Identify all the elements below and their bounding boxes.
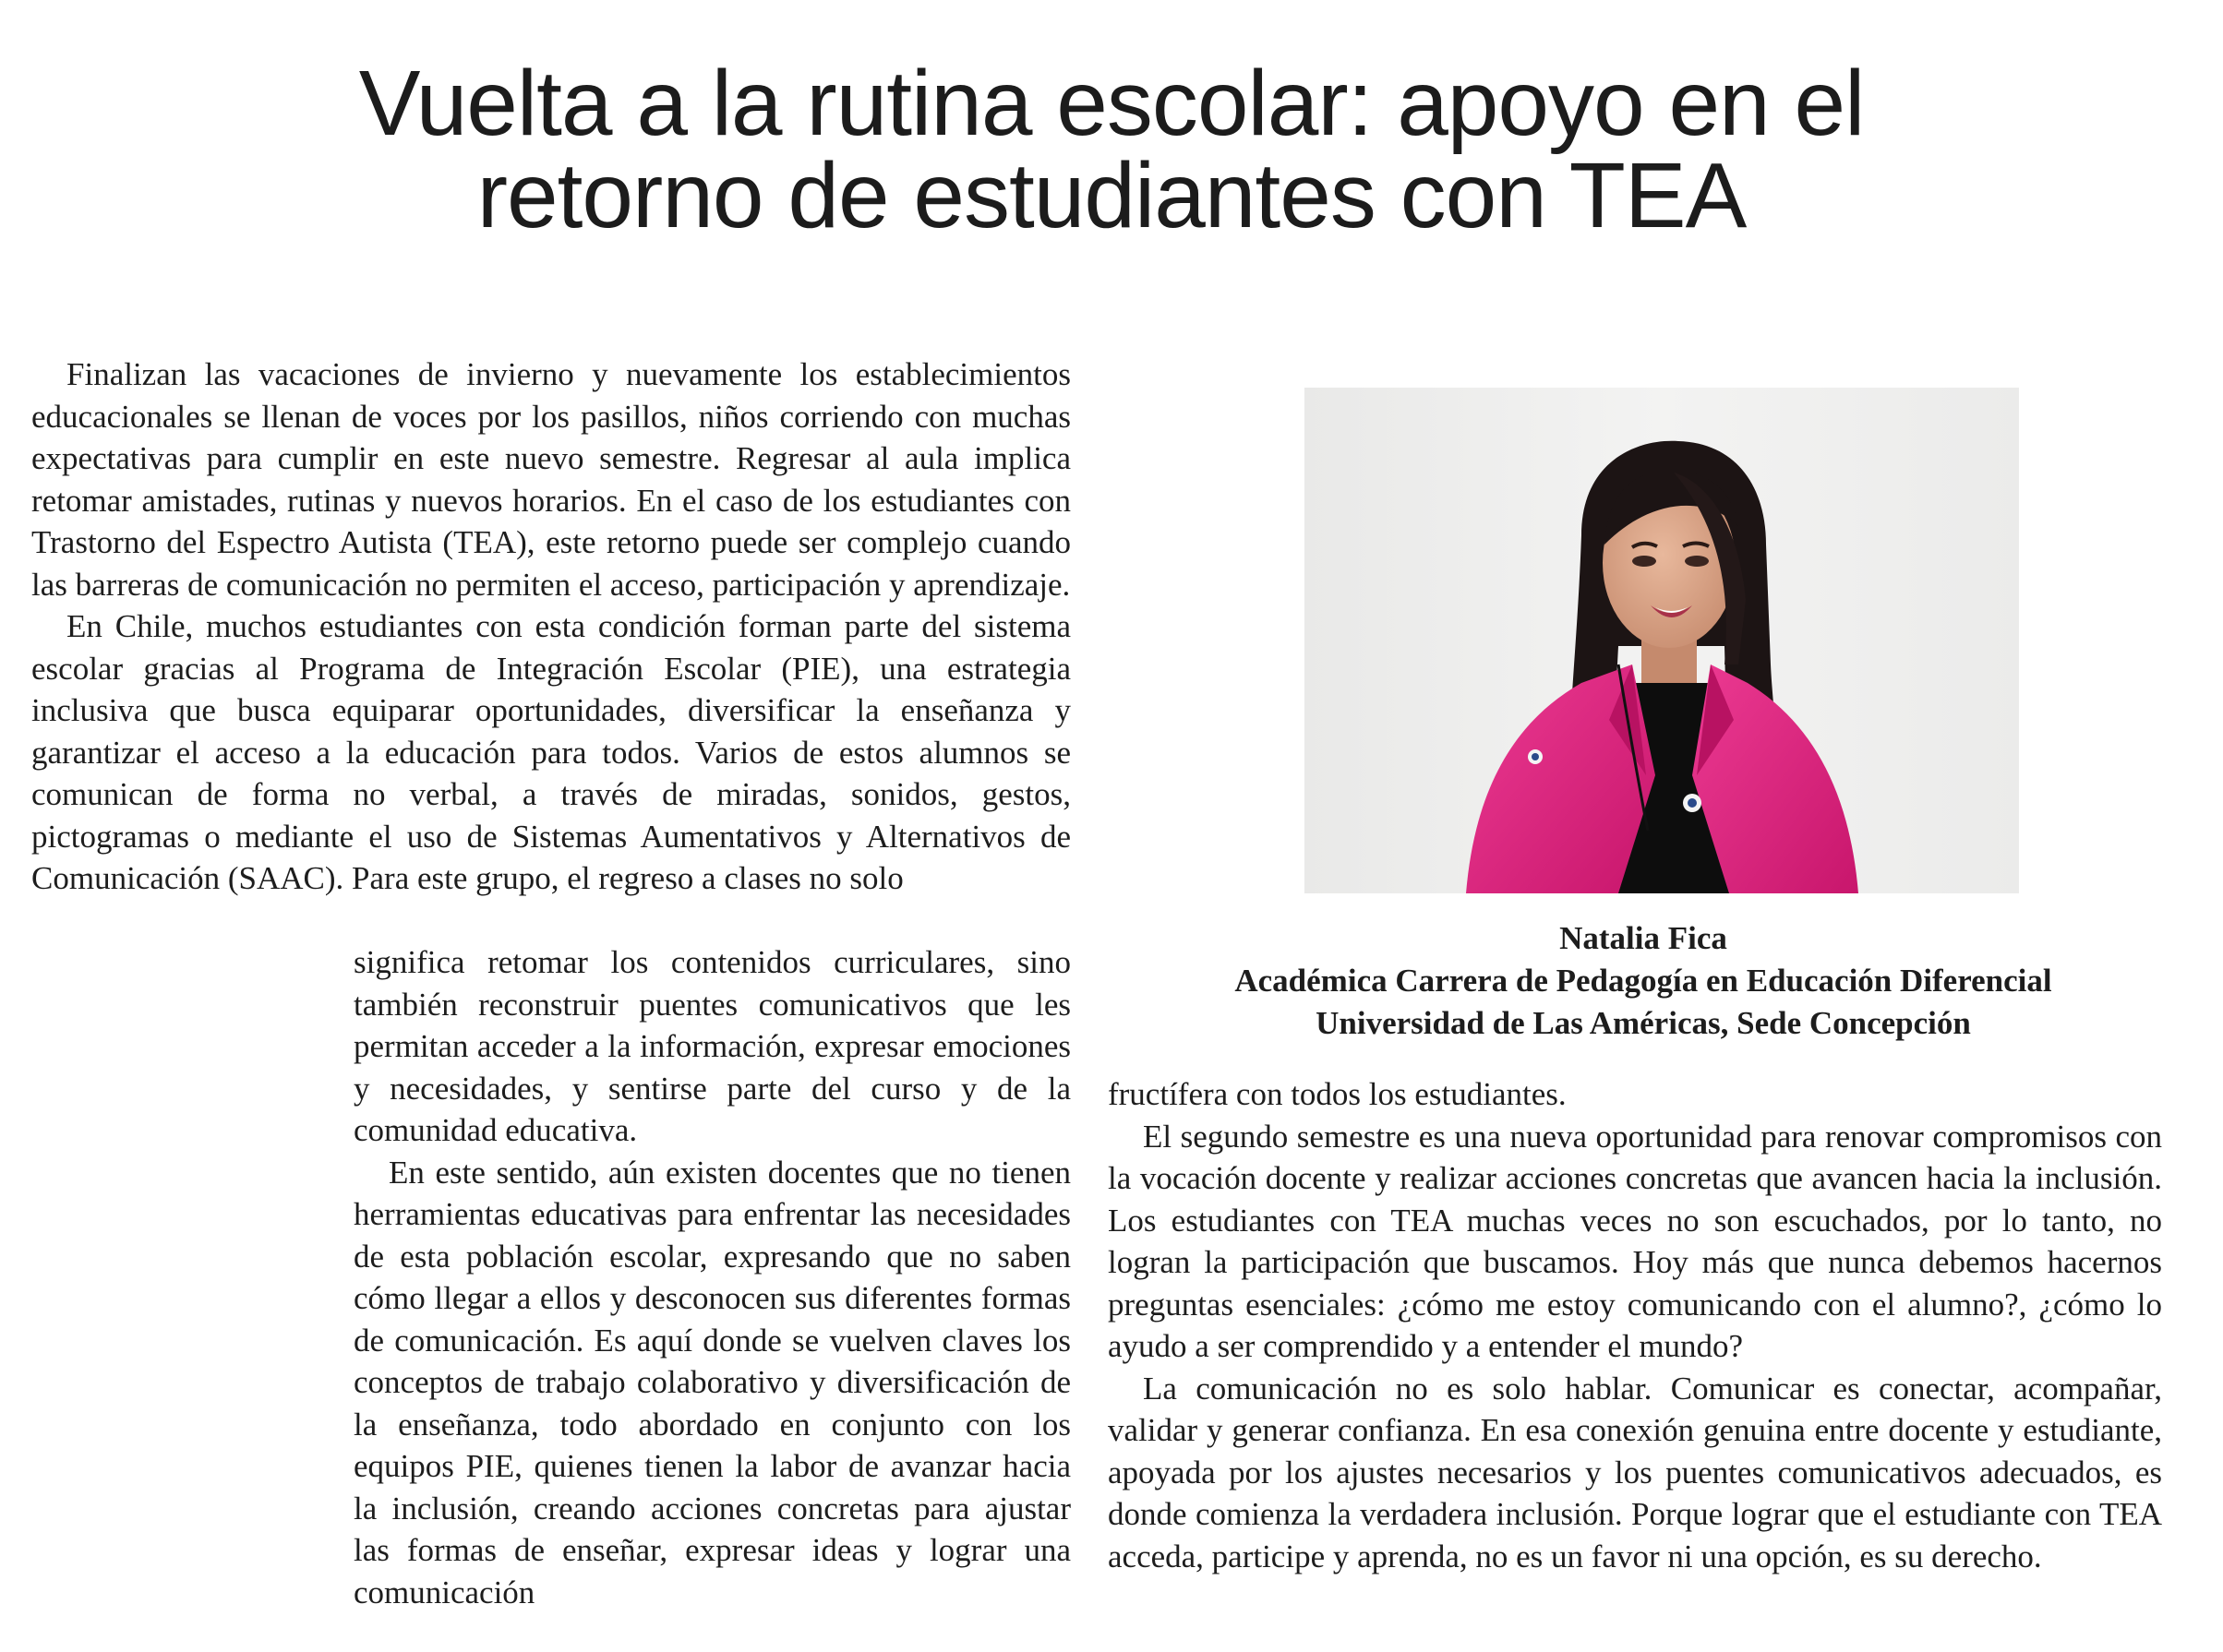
author-name: Natalia Fica	[1559, 920, 1727, 956]
author-photo	[1304, 388, 2019, 893]
headline-line-1: Vuelta a la rutina escolar: apoyo en el	[358, 52, 1865, 155]
paragraph-chile-pie: En Chile, muchos estudiantes con esta condición forman parte del sistema escolar gracias al Programa de Integración Escolar (PIE), una estrategia inclusiva que busca equiparar oportunidades, diversificar la enseñanza y garantizar el acceso a la educación para todos. Varios de estos alumnos se comunican de forma no verbal, a través de miradas, sonidos, gestos, pictogramas o mediante el uso de Sistemas Aumentativos y Alternativos de Comunicación (SAAC). Para este grupo, el regreso a clases no solo	[31, 608, 1071, 896]
paragraph-docentes: En este sentido, aún existen docentes que no tienen herramientas educativas para enfrentar las necesidades de esta población escolar, expresando que no saben cómo llegar a ellos y desconocen sus diferentes formas de comunicación. Es aquí donde se vuelven claves los conceptos de trabajo colaborativo y diversificación de la enseñanza, todo abordado en conjunto con los equipos PIE, quienes tienen la labor de avanzar hacia la inclusión, creando acciones concretas para ajustar las formas de enseñar, expresar ideas y lograr una comunicación	[354, 1154, 1071, 1610]
photo-caption	[1108, 917, 2179, 1045]
article-column-left	[31, 353, 1071, 900]
author-role: Académica Carrera de Pedagogía en Educación Diferencial	[1234, 963, 2052, 999]
article-column-right	[1108, 1073, 2162, 1577]
paragraph-intro: Finalizan las vacaciones de invierno y nuevamente los establecimientos educacionales se llenan de voces por los pasillos, niños corriendo con muchas expectativas para cumplir en este nuevo semestre. Regresar al aula implica retomar amistades, rutinas y nuevos horarios. En el caso de los estudiantes con Trastorno del Espectro Autista (TEA), este retorno puede ser complejo cuando las barreras de comunicación no permiten el acceso, participación y aprendizaje.	[31, 356, 1071, 603]
headline	[0, 52, 2223, 247]
paragraph-continuation-2: fructífera con todos los estudiantes.	[1108, 1076, 1567, 1112]
article-column-middle	[354, 941, 1071, 1613]
author-institution: Universidad de Las Américas, Sede Concepción	[1316, 1005, 1971, 1041]
headline-line-2: retorno de estudiantes con TEA	[476, 144, 1747, 247]
paragraph-continuation: significa retomar los contenidos curriculares, sino también reconstruir puentes comunicativos que les permitan acceder a la información, expresar emociones y necesidades, y sentirse parte del curso y de la comunidad educativa.	[354, 944, 1071, 1148]
paragraph-segundo-semestre: El segundo semestre es una nueva oportunidad para renovar compromisos con la vocación docente y realizar acciones concretas que avancen hacia la inclusión. Los estudiantes con TEA muchas veces no son escuchados, por lo tanto, no logran la participación que buscamos. Hoy más que nunca debemos hacernos preguntas esenciales: ¿cómo me estoy comunicando con el alumno?, ¿cómo lo ayudo a ser comprendido y a entender el mundo?	[1108, 1118, 2162, 1364]
paragraph-comunicacion: La comunicación no es solo hablar. Comunicar es conectar, acompañar, validar y generar confianza. En esa conexión genuina entre docente y estudiante, apoyada por los ajustes necesarios y los puentes comunicativos adecuados, es donde comienza la verdadera inclusión. Porque lograr que el estudiante con TEA acceda, participe y aprenda, no es un favor ni una opción, es su derecho.	[1108, 1370, 2162, 1574]
